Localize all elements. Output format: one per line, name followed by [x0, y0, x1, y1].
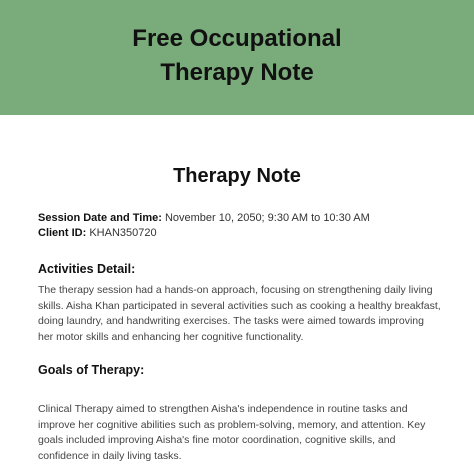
activities-heading: Activities Detail: — [38, 262, 136, 276]
client-id-label: Client ID: — [38, 227, 87, 239]
banner-title — [0, 22, 474, 90]
session-datetime — [38, 211, 458, 226]
goals-heading: Goals of Therapy: — [38, 363, 145, 377]
banner-title-line-2: Therapy Note — [160, 59, 314, 86]
client-id — [38, 226, 458, 241]
goals-paragraph: Clinical Therapy aimed to strengthen Aisha's independence in routine tasks and improve her cognitive abilities such as problem-solving, memory, and attention. Key goals included improving Aisha's fine motor coordination, cognitive skills, and confidence in daily living tasks. — [38, 403, 426, 462]
client-id-value: KHAN350720 — [86, 227, 157, 239]
document-title: Therapy Note — [173, 165, 301, 187]
header-banner — [0, 0, 474, 115]
session-datetime-value: November 10, 2050; 9:30 AM to 10:30 AM — [161, 212, 370, 224]
session-datetime-label: Session Date and Time: — [38, 212, 162, 224]
activities-paragraph: The therapy session had a hands-on approach, focusing on strengthening daily living skills. Aisha Khan participated in several activities such as cooking a healthy breakfast, doing laundry, and handwriting exercises. The tasks were aimed towards improving her motor skills and enhancing her cognitive functionality. — [38, 284, 441, 343]
session-meta — [38, 211, 458, 241]
banner-title-line-1: Free Occupational — [132, 25, 342, 52]
